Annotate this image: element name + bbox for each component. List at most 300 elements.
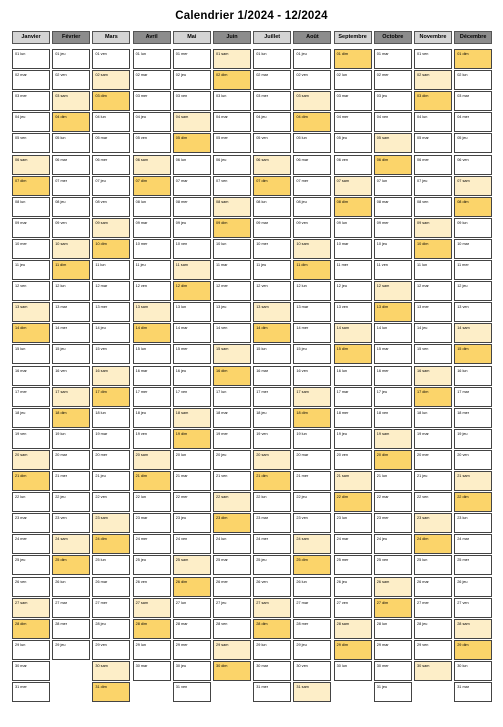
day-cell	[293, 155, 331, 175]
day-cell	[374, 450, 412, 470]
day-cell	[92, 366, 130, 386]
day-label: 01 mar	[376, 52, 389, 56]
day-label: 29 jeu	[296, 642, 307, 647]
day-label: 01 mer	[175, 52, 188, 56]
day-label: 06 dim	[376, 157, 389, 162]
day-label: 12 mar	[95, 284, 108, 289]
day-label: 19 lun	[55, 431, 66, 436]
day-label: 29 lun	[15, 642, 26, 647]
day-label: 11 jeu	[15, 263, 26, 267]
day-cell	[454, 70, 492, 90]
day-cell	[12, 155, 50, 175]
day-label: 28 jeu	[417, 621, 428, 626]
day-label: 22 mar	[376, 495, 389, 500]
day-label: 26 sam	[376, 579, 390, 584]
day-cell	[52, 112, 90, 132]
day-label: 30 sam	[95, 663, 108, 668]
day-label: 05 mar	[417, 136, 429, 141]
day-cell	[12, 323, 50, 343]
day-label: 27 lun	[175, 600, 187, 605]
day-label: 18 dim	[55, 410, 67, 415]
day-label: 04 jeu	[15, 115, 26, 120]
day-cell	[334, 49, 372, 69]
day-cell	[52, 70, 90, 90]
day-cell	[253, 619, 291, 639]
day-label: 31 sam	[296, 685, 309, 689]
day-label: 16 sam	[95, 368, 108, 373]
day-cell	[173, 577, 211, 597]
day-cell	[213, 323, 251, 343]
day-cell	[374, 366, 412, 386]
day-label: 24 sam	[55, 537, 68, 542]
day-label: 10 mar	[457, 241, 470, 246]
day-label: 16 mar	[256, 368, 269, 373]
day-cell	[213, 513, 251, 533]
day-cell	[12, 176, 50, 196]
day-cell	[12, 450, 50, 470]
day-cell	[253, 429, 291, 449]
day-label: 19 lun	[296, 431, 307, 436]
day-cell	[253, 577, 291, 597]
day-label: 26 mar	[95, 579, 108, 584]
day-label: 15 lun	[256, 347, 267, 352]
day-cell	[173, 155, 211, 175]
day-label: 31 jeu	[376, 685, 388, 689]
day-cell	[414, 218, 452, 238]
day-cell	[334, 133, 372, 153]
day-label: 23 lun	[457, 516, 468, 521]
day-cell	[293, 366, 331, 386]
day-label: 28 mar	[175, 621, 188, 626]
day-cell	[334, 112, 372, 132]
day-label: 15 ven	[417, 347, 429, 352]
day-cell	[414, 555, 452, 575]
day-label: 08 jeu	[55, 199, 66, 204]
day-label: 08 lun	[15, 199, 26, 204]
day-cell	[414, 70, 452, 90]
day-cell	[133, 429, 171, 449]
day-label: 23 mar	[256, 516, 269, 521]
day-cell	[414, 302, 452, 322]
day-cell	[253, 112, 291, 132]
day-label: 09 lun	[457, 220, 468, 225]
day-label: 07 sam	[336, 178, 350, 183]
day-cell	[253, 366, 291, 386]
day-cell	[253, 91, 291, 111]
day-label: 28 dim	[15, 621, 27, 626]
day-cell	[293, 176, 331, 196]
day-label: 25 jeu	[256, 558, 267, 563]
day-cell	[173, 112, 211, 132]
day-label: 15 mer	[175, 347, 188, 352]
day-label: 02 mer	[376, 73, 389, 78]
day-label: 10 jeu	[376, 241, 388, 246]
day-cell	[293, 408, 331, 428]
day-cell	[173, 619, 211, 639]
day-label: 24 dim	[95, 537, 107, 542]
day-label: 25 jeu	[15, 558, 26, 563]
day-label: 08 ven	[95, 199, 107, 204]
day-cell	[92, 49, 130, 69]
day-label: 23 dim	[216, 516, 228, 521]
day-cell	[293, 218, 331, 238]
day-cell	[213, 197, 251, 217]
day-label: 28 dim	[256, 621, 268, 626]
day-cell	[92, 112, 130, 132]
day-label: 03 mar	[457, 94, 470, 99]
day-label: 18 mer	[457, 410, 470, 415]
day-label: 07 jeu	[417, 178, 428, 183]
day-cell	[213, 133, 251, 153]
day-cell	[253, 323, 291, 343]
day-cell	[253, 661, 291, 681]
day-label: 26 jeu	[336, 579, 347, 584]
day-label: 27 mar	[55, 600, 68, 605]
day-label: 05 ven	[135, 136, 147, 141]
day-cell	[414, 513, 452, 533]
day-label: 27 mer	[417, 600, 429, 605]
day-label: 28 mer	[296, 621, 309, 626]
day-cell	[293, 239, 331, 259]
day-cell	[133, 176, 171, 196]
day-cell	[293, 260, 331, 280]
day-cell	[334, 598, 372, 618]
day-label: 05 lun	[55, 136, 66, 141]
day-cell	[133, 323, 171, 343]
day-label: 14 mer	[296, 326, 309, 331]
day-label: 21 dim	[135, 474, 147, 478]
day-label: 21 ven	[216, 474, 228, 478]
day-label: 14 jeu	[95, 326, 106, 331]
day-cell	[12, 387, 50, 407]
day-cell	[334, 281, 372, 301]
day-cell	[454, 49, 492, 69]
day-cell	[52, 429, 90, 449]
day-cell	[213, 70, 251, 90]
day-label: 26 ven	[135, 579, 147, 584]
day-label: 06 sam	[256, 157, 269, 162]
month-header: Février	[52, 31, 90, 44]
day-cell	[414, 640, 452, 660]
day-cell	[52, 387, 90, 407]
day-label: 21 jeu	[95, 474, 106, 478]
day-cell	[414, 366, 452, 386]
day-label: 09 mar	[135, 220, 148, 225]
day-label: 25 mer	[336, 558, 349, 563]
day-label: 26 lun	[296, 579, 307, 584]
day-label: 26 mer	[216, 579, 228, 584]
day-label: 01 dim	[336, 52, 348, 56]
day-label: 05 jeu	[336, 136, 347, 141]
day-cell	[253, 218, 291, 238]
day-cell	[374, 682, 412, 702]
day-cell	[12, 598, 50, 618]
day-label: 17 dim	[95, 389, 107, 394]
day-label: 21 lun	[376, 474, 388, 478]
day-cell	[293, 640, 331, 660]
day-cell	[253, 155, 291, 175]
day-label: 29 jeu	[55, 642, 66, 647]
day-label: 07 mar	[175, 178, 188, 183]
month-header: Juillet	[253, 31, 291, 44]
day-cell	[12, 408, 50, 428]
day-label: 26 mar	[417, 579, 429, 584]
day-label: 31 mer	[15, 685, 27, 689]
day-label: 09 ven	[55, 220, 67, 225]
day-label: 21 dim	[256, 474, 268, 478]
day-cell	[334, 176, 372, 196]
day-cell	[454, 429, 492, 449]
day-label: 25 sam	[175, 558, 189, 563]
day-cell	[334, 366, 372, 386]
day-label: 24 mer	[135, 537, 148, 542]
day-cell	[52, 366, 90, 386]
day-cell	[293, 598, 331, 618]
day-label: 16 mar	[15, 368, 27, 373]
day-cell	[334, 260, 372, 280]
day-cell	[173, 534, 211, 554]
day-cell	[374, 387, 412, 407]
day-label: 30 sam	[417, 663, 430, 668]
day-cell	[253, 239, 291, 259]
day-label: 14 sam	[457, 326, 470, 331]
day-label: 24 jeu	[376, 537, 388, 542]
day-label: 23 mer	[376, 516, 389, 521]
day-cell	[454, 450, 492, 470]
day-label: 08 dim	[457, 199, 469, 204]
day-cell	[414, 492, 452, 512]
day-cell	[293, 661, 331, 681]
day-cell	[52, 155, 90, 175]
day-label: 11 sam	[175, 263, 188, 267]
day-label: 01 jeu	[55, 52, 66, 56]
day-cell	[133, 450, 171, 470]
day-label: 29 dim	[336, 642, 348, 647]
day-label: 18 lun	[417, 410, 428, 415]
day-cell	[334, 661, 372, 681]
day-cell	[12, 619, 50, 639]
day-cell	[12, 302, 50, 322]
day-label: 11 dim	[55, 263, 67, 267]
day-cell	[133, 534, 171, 554]
day-cell	[293, 429, 331, 449]
day-cell	[213, 534, 251, 554]
day-label: 27 jeu	[216, 600, 227, 605]
day-label: 17 lun	[216, 389, 227, 394]
day-label: 05 lun	[296, 136, 307, 141]
day-label: 05 ven	[256, 136, 268, 141]
day-cell	[133, 619, 171, 639]
day-label: 17 dim	[417, 389, 429, 394]
day-cell	[253, 408, 291, 428]
day-label: 27 sam	[15, 600, 28, 605]
day-cell	[334, 555, 372, 575]
day-cell	[92, 91, 130, 111]
day-label: 24 mer	[256, 537, 269, 542]
day-cell	[92, 640, 130, 660]
day-cell	[253, 555, 291, 575]
day-cell	[52, 492, 90, 512]
day-cell	[52, 598, 90, 618]
day-label: 17 mer	[135, 389, 148, 394]
day-cell	[92, 555, 130, 575]
day-cell	[52, 577, 90, 597]
day-label: 30 ven	[296, 663, 308, 668]
month-header: Mars	[92, 31, 130, 44]
day-cell	[52, 640, 90, 660]
day-cell	[213, 112, 251, 132]
day-label: 03 mer	[135, 94, 148, 99]
day-label: 17 mer	[15, 389, 27, 394]
day-cell	[213, 344, 251, 364]
day-label: 29 lun	[256, 642, 267, 647]
day-label: 08 ven	[417, 199, 429, 204]
month-header: Avril	[133, 31, 171, 44]
day-cell	[334, 344, 372, 364]
day-cell	[173, 218, 211, 238]
day-cell	[253, 640, 291, 660]
day-cell	[374, 155, 412, 175]
day-cell	[213, 260, 251, 280]
day-label: 13 mer	[417, 305, 429, 310]
day-cell	[414, 471, 452, 491]
day-cell	[133, 239, 171, 259]
day-cell	[12, 218, 50, 238]
day-label: 13 sam	[15, 305, 28, 310]
day-label: 05 ven	[15, 136, 27, 141]
day-cell	[253, 450, 291, 470]
day-cell	[92, 661, 130, 681]
day-label: 22 sam	[216, 495, 229, 500]
day-label: 02 ven	[55, 73, 67, 78]
day-label: 12 dim	[175, 284, 188, 289]
day-cell	[213, 91, 251, 111]
day-label: 27 ven	[336, 600, 348, 605]
day-cell	[253, 387, 291, 407]
day-cell	[213, 281, 251, 301]
day-label: 24 ven	[175, 537, 188, 542]
day-cell	[253, 197, 291, 217]
day-label: 09 sam	[95, 220, 108, 225]
day-cell	[52, 91, 90, 111]
day-label: 01 jeu	[296, 52, 307, 56]
day-cell	[52, 239, 90, 259]
day-cell	[454, 492, 492, 512]
day-cell	[334, 492, 372, 512]
day-label: 21 mer	[296, 474, 309, 478]
day-label: 14 dim	[256, 326, 268, 331]
day-label: 22 dim	[336, 495, 348, 500]
day-label: 21 jeu	[417, 474, 428, 478]
day-cell	[454, 661, 492, 681]
day-cell	[92, 682, 130, 702]
day-cell	[173, 555, 211, 575]
day-cell	[173, 682, 211, 702]
day-cell	[92, 450, 130, 470]
day-label: 02 mar	[135, 73, 148, 78]
day-label: 17 mer	[256, 389, 269, 394]
day-cell	[12, 471, 50, 491]
day-label: 01 sam	[216, 52, 229, 56]
day-cell	[374, 598, 412, 618]
day-label: 14 ven	[216, 326, 228, 331]
day-cell	[374, 49, 412, 69]
day-cell	[454, 112, 492, 132]
day-label: 23 mar	[135, 516, 148, 521]
day-label: 22 mer	[175, 495, 188, 500]
day-cell	[414, 408, 452, 428]
day-cell	[12, 260, 50, 280]
day-cell	[454, 387, 492, 407]
day-label: 16 mer	[376, 368, 389, 373]
day-label: 14 dim	[15, 326, 27, 331]
day-cell	[293, 112, 331, 132]
day-label: 27 dim	[376, 600, 389, 605]
day-label: 30 mar	[135, 663, 148, 668]
day-label: 30 lun	[336, 663, 347, 668]
day-label: 12 jeu	[457, 284, 468, 289]
day-cell	[213, 366, 251, 386]
day-label: 25 jeu	[135, 558, 146, 563]
day-label: 03 dim	[417, 94, 429, 99]
day-cell	[92, 197, 130, 217]
day-label: 08 mar	[376, 199, 389, 204]
day-cell	[374, 176, 412, 196]
day-cell	[454, 598, 492, 618]
day-label: 20 ven	[336, 452, 348, 457]
day-label: 15 lun	[135, 347, 146, 352]
day-cell	[133, 366, 171, 386]
day-label: 18 ven	[376, 410, 389, 415]
day-cell	[374, 218, 412, 238]
day-label: 28 lun	[376, 621, 388, 626]
day-label: 06 mer	[417, 157, 429, 162]
day-label: 20 sam	[135, 452, 149, 457]
day-label: 09 mar	[15, 220, 27, 225]
day-label: 14 sam	[336, 326, 350, 331]
day-cell	[414, 534, 452, 554]
day-label: 08 jeu	[296, 199, 307, 204]
day-label: 08 lun	[256, 199, 267, 204]
day-label: 11 mar	[216, 263, 228, 267]
day-cell	[92, 619, 130, 639]
day-label: 09 mar	[256, 220, 269, 225]
month-header: Mai	[173, 31, 211, 44]
day-cell	[12, 492, 50, 512]
day-cell	[374, 640, 412, 660]
day-label: 26 dim	[175, 579, 188, 584]
day-cell	[454, 534, 492, 554]
day-label: 10 lun	[216, 241, 227, 246]
day-cell	[293, 387, 331, 407]
day-cell	[334, 91, 372, 111]
day-cell	[133, 91, 171, 111]
day-cell	[92, 387, 130, 407]
day-cell	[12, 91, 50, 111]
day-label: 20 sam	[15, 452, 28, 457]
day-cell	[414, 598, 452, 618]
day-cell	[374, 577, 412, 597]
day-cell	[173, 260, 211, 280]
day-cell	[454, 302, 492, 322]
day-label: 25 mar	[216, 558, 228, 563]
day-cell	[133, 598, 171, 618]
day-label: 16 sam	[417, 368, 430, 373]
day-label: 21 mar	[175, 474, 188, 478]
day-label: 02 sam	[417, 73, 430, 78]
day-cell	[293, 492, 331, 512]
day-label: 14 jeu	[417, 326, 428, 331]
